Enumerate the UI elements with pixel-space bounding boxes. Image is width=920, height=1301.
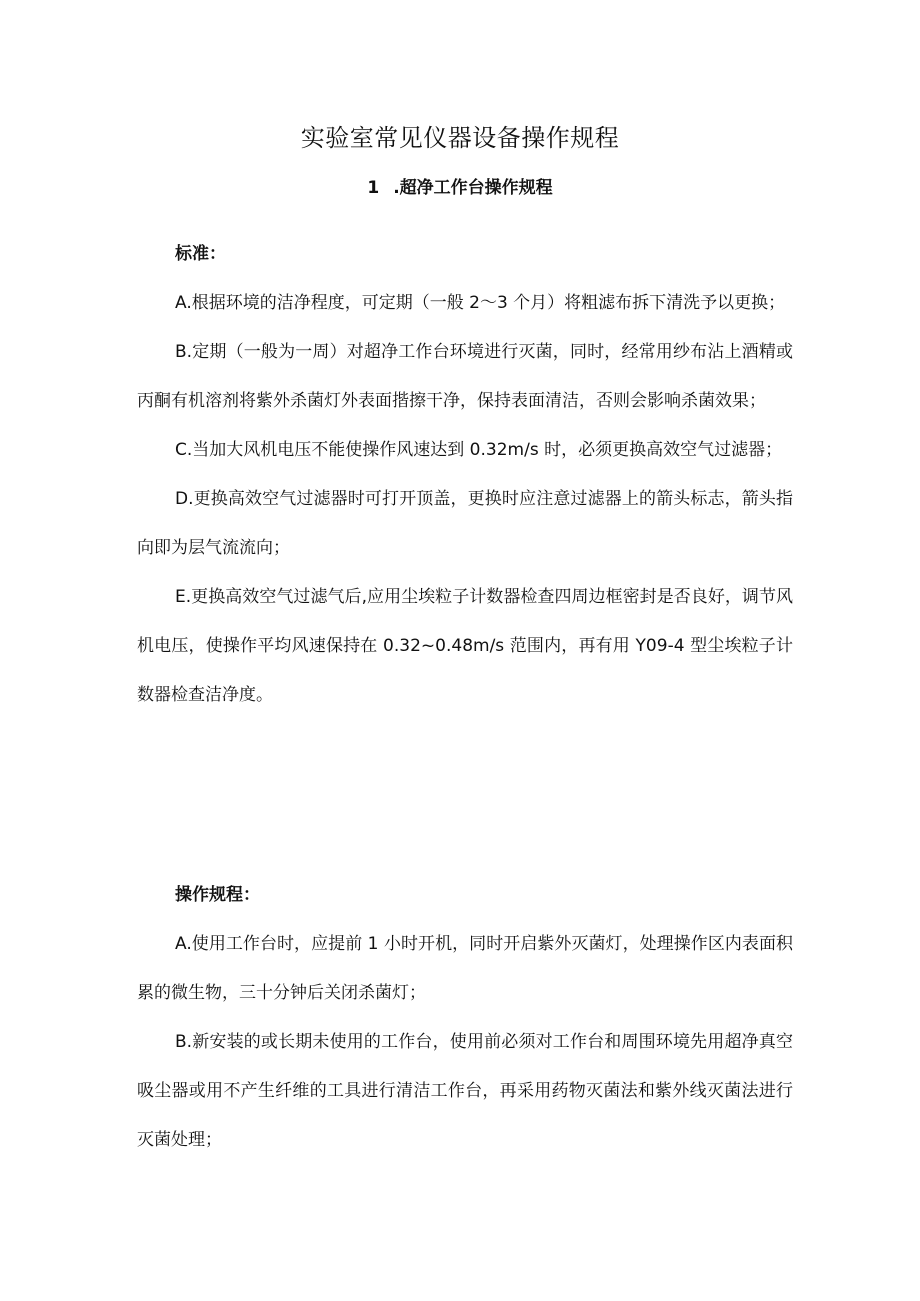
section-number: 1 (367, 178, 380, 198)
standards-label: 标准： (175, 244, 226, 264)
standards-item-c: C.当加大风机电压不能使操作风速达到 0.32m∕s 时，必须更换高效空气过滤器； (175, 440, 783, 460)
section-title: .超净工作台操作规程 (393, 178, 553, 198)
document-title: 实验室常见仪器设备操作规程 (300, 124, 620, 152)
procedures-item-a: A.使用工作台时，应提前 1 小时开机，同时开启紫外灭菌灯，处理操作区内表面积累的微生物，三十分钟后关闭杀菌灯； (137, 934, 793, 1003)
procedures-item-b: B.新安装的或长期未使用的工作台，使用前必须对工作台和周围环境先用超净真空吸尘器或用不产生纤维的工具进行清洁工作台，再采用药物灭菌法和紫外线灭菌法进行灭菌处理； (137, 1032, 793, 1150)
procedures-label: 操作规程： (175, 885, 260, 905)
standards-item-b: B.定期（一般为一周）对超净工作台环境进行灭菌，同时，经常用纱布沾上酒精或丙酮有机溶剂将紫外杀菌灯外表面揩擦干净，保持表面清洁，否则会影响杀菌效果； (137, 342, 793, 411)
standards-item-e: E.更换高效空气过滤气后,应用尘埃粒子计数器检查四周边框密封是否良好，调节风机电压，使操作平均风速保持在 0.32~0.48m∕s 范围内，再有用 Y09-4 型尘埃粒子计数器检查洁净度。 (137, 587, 793, 705)
standards-item-a: A.根据环境的洁净程度，可定期（一般 2～3 个月）将粗滤布拆下清洗予以更换； (175, 293, 786, 313)
section-heading (0, 173, 920, 203)
standards-item-d: D.更换高效空气过滤器时可打开顶盖，更换时应注意过滤器上的箭头标志，箭头指向即为层气流流向； (137, 489, 793, 558)
procedures-block (137, 871, 793, 1165)
standards-block (137, 230, 793, 720)
